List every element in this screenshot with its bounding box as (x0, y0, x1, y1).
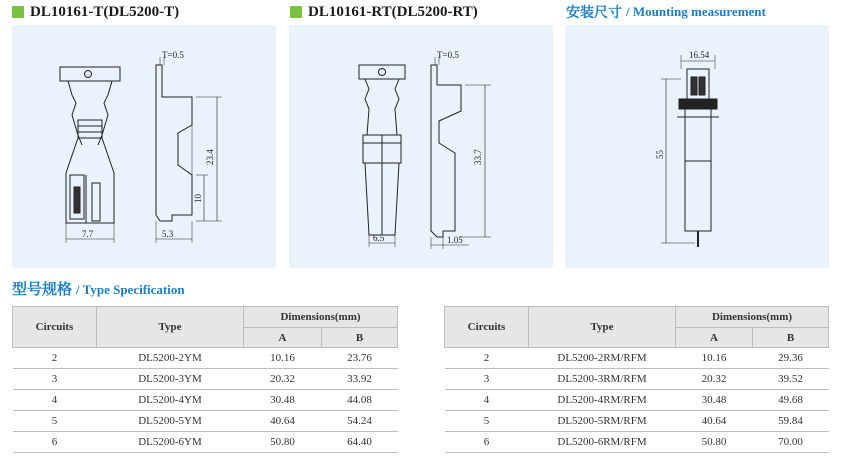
col-header-type: Type (529, 307, 676, 348)
cell-a: 30.48 (676, 390, 753, 411)
cell-circuits: 4 (445, 390, 529, 411)
cell-circuits: 3 (13, 369, 97, 390)
table-row (13, 390, 398, 411)
dim-lower-left: 10 (193, 194, 203, 203)
cell-b: 64.40 (322, 432, 398, 453)
cell-type: DL5200-3RM/RFM (529, 369, 676, 390)
col-header-dimensions: Dimensions(mm) (676, 307, 829, 328)
cell-circuits: 5 (445, 411, 529, 432)
col-header-a: A (676, 328, 753, 348)
dim-height-left: 23.4 (205, 149, 215, 165)
cell-a: 10.16 (244, 348, 322, 369)
header-left (12, 2, 179, 22)
col-header-b: B (322, 328, 398, 348)
cell-a: 10.16 (676, 348, 753, 369)
cell-circuits: 4 (13, 390, 97, 411)
cell-b: 49.68 (753, 390, 829, 411)
header-right (566, 2, 766, 22)
cell-b: 23.76 (322, 348, 398, 369)
col-header-a: A (244, 328, 322, 348)
cell-type: DL5200-5YM (97, 411, 244, 432)
dim-width-left: 7.7 (82, 229, 94, 239)
dim-depth-middle: 1.05 (447, 235, 463, 245)
table-row (13, 369, 398, 390)
cell-circuits: 5 (13, 411, 97, 432)
cell-circuits: 6 (445, 432, 529, 453)
cell-b: 44.08 (322, 390, 398, 411)
dim-width-mount: 16.54 (689, 50, 710, 60)
table-row (445, 432, 829, 453)
drawing-panel-left (12, 25, 276, 268)
cell-type: DL5200-2RM/RFM (529, 348, 676, 369)
col-header-dimensions: Dimensions(mm) (244, 307, 398, 328)
dim-depth-left: 5.3 (162, 229, 174, 239)
col-header-type: Type (97, 307, 244, 348)
cell-b: 39.52 (753, 369, 829, 390)
cell-b: 70.00 (753, 432, 829, 453)
cell-circuits: 2 (445, 348, 529, 369)
cell-b: 29.36 (753, 348, 829, 369)
cell-circuits: 6 (13, 432, 97, 453)
header-right-zh: 安装尺寸 (566, 5, 622, 21)
table-row (445, 411, 829, 432)
table-row (13, 411, 398, 432)
section-title (12, 278, 185, 299)
terminal-drawing-left (12, 25, 276, 268)
cell-a: 50.80 (244, 432, 322, 453)
cell-type: DL5200-2YM (97, 348, 244, 369)
cell-b: 33.92 (322, 369, 398, 390)
header-middle-title: DL10161-RT(DL5200-RT) (308, 3, 478, 20)
drawing-panel-middle (289, 25, 553, 268)
section-title-zh: 型号规格 (12, 280, 73, 298)
terminal-drawing-middle (289, 25, 553, 268)
green-square-icon (290, 6, 302, 18)
dim-height-middle: 33.7 (473, 149, 483, 165)
col-header-circuits: Circuits (445, 307, 529, 348)
table-row (445, 348, 829, 369)
cell-type: DL5200-4YM (97, 390, 244, 411)
section-title-en: / Type Specification (76, 282, 185, 297)
table-row (445, 390, 829, 411)
spec-table-left (12, 306, 398, 453)
header-left-title: DL10161-T(DL5200-T) (30, 3, 180, 20)
cell-type: DL5200-4RM/RFM (529, 390, 676, 411)
cell-b: 54.24 (322, 411, 398, 432)
dim-thickness-middle: T=0.5 (437, 50, 459, 60)
cell-circuits: 2 (13, 348, 97, 369)
cell-a: 40.64 (676, 411, 753, 432)
cell-type: DL5200-5RM/RFM (529, 411, 676, 432)
green-square-icon (12, 6, 24, 18)
table-row (13, 432, 398, 453)
header-middle (290, 2, 478, 22)
dim-width-middle: 6.5 (373, 233, 385, 243)
cell-type: DL5200-3YM (97, 369, 244, 390)
table-row (13, 348, 398, 369)
cell-b: 59.84 (753, 411, 829, 432)
spec-table-right (444, 306, 829, 453)
cell-a: 20.32 (676, 369, 753, 390)
table-row (445, 369, 829, 390)
cell-circuits: 3 (445, 369, 529, 390)
col-header-b: B (753, 328, 829, 348)
cell-type: DL5200-6RM/RFM (529, 432, 676, 453)
col-header-circuits: Circuits (13, 307, 97, 348)
cell-a: 50.80 (676, 432, 753, 453)
cell-a: 40.64 (244, 411, 322, 432)
dim-thickness-left: T=0.5 (162, 50, 184, 60)
header-right-en: / Mounting measurement (626, 4, 766, 19)
mounting-drawing (565, 25, 829, 268)
cell-type: DL5200-6YM (97, 432, 244, 453)
cell-a: 20.32 (244, 369, 322, 390)
drawing-panel-right (565, 25, 829, 268)
dim-height-mount: 55 (655, 150, 665, 159)
cell-a: 30.48 (244, 390, 322, 411)
